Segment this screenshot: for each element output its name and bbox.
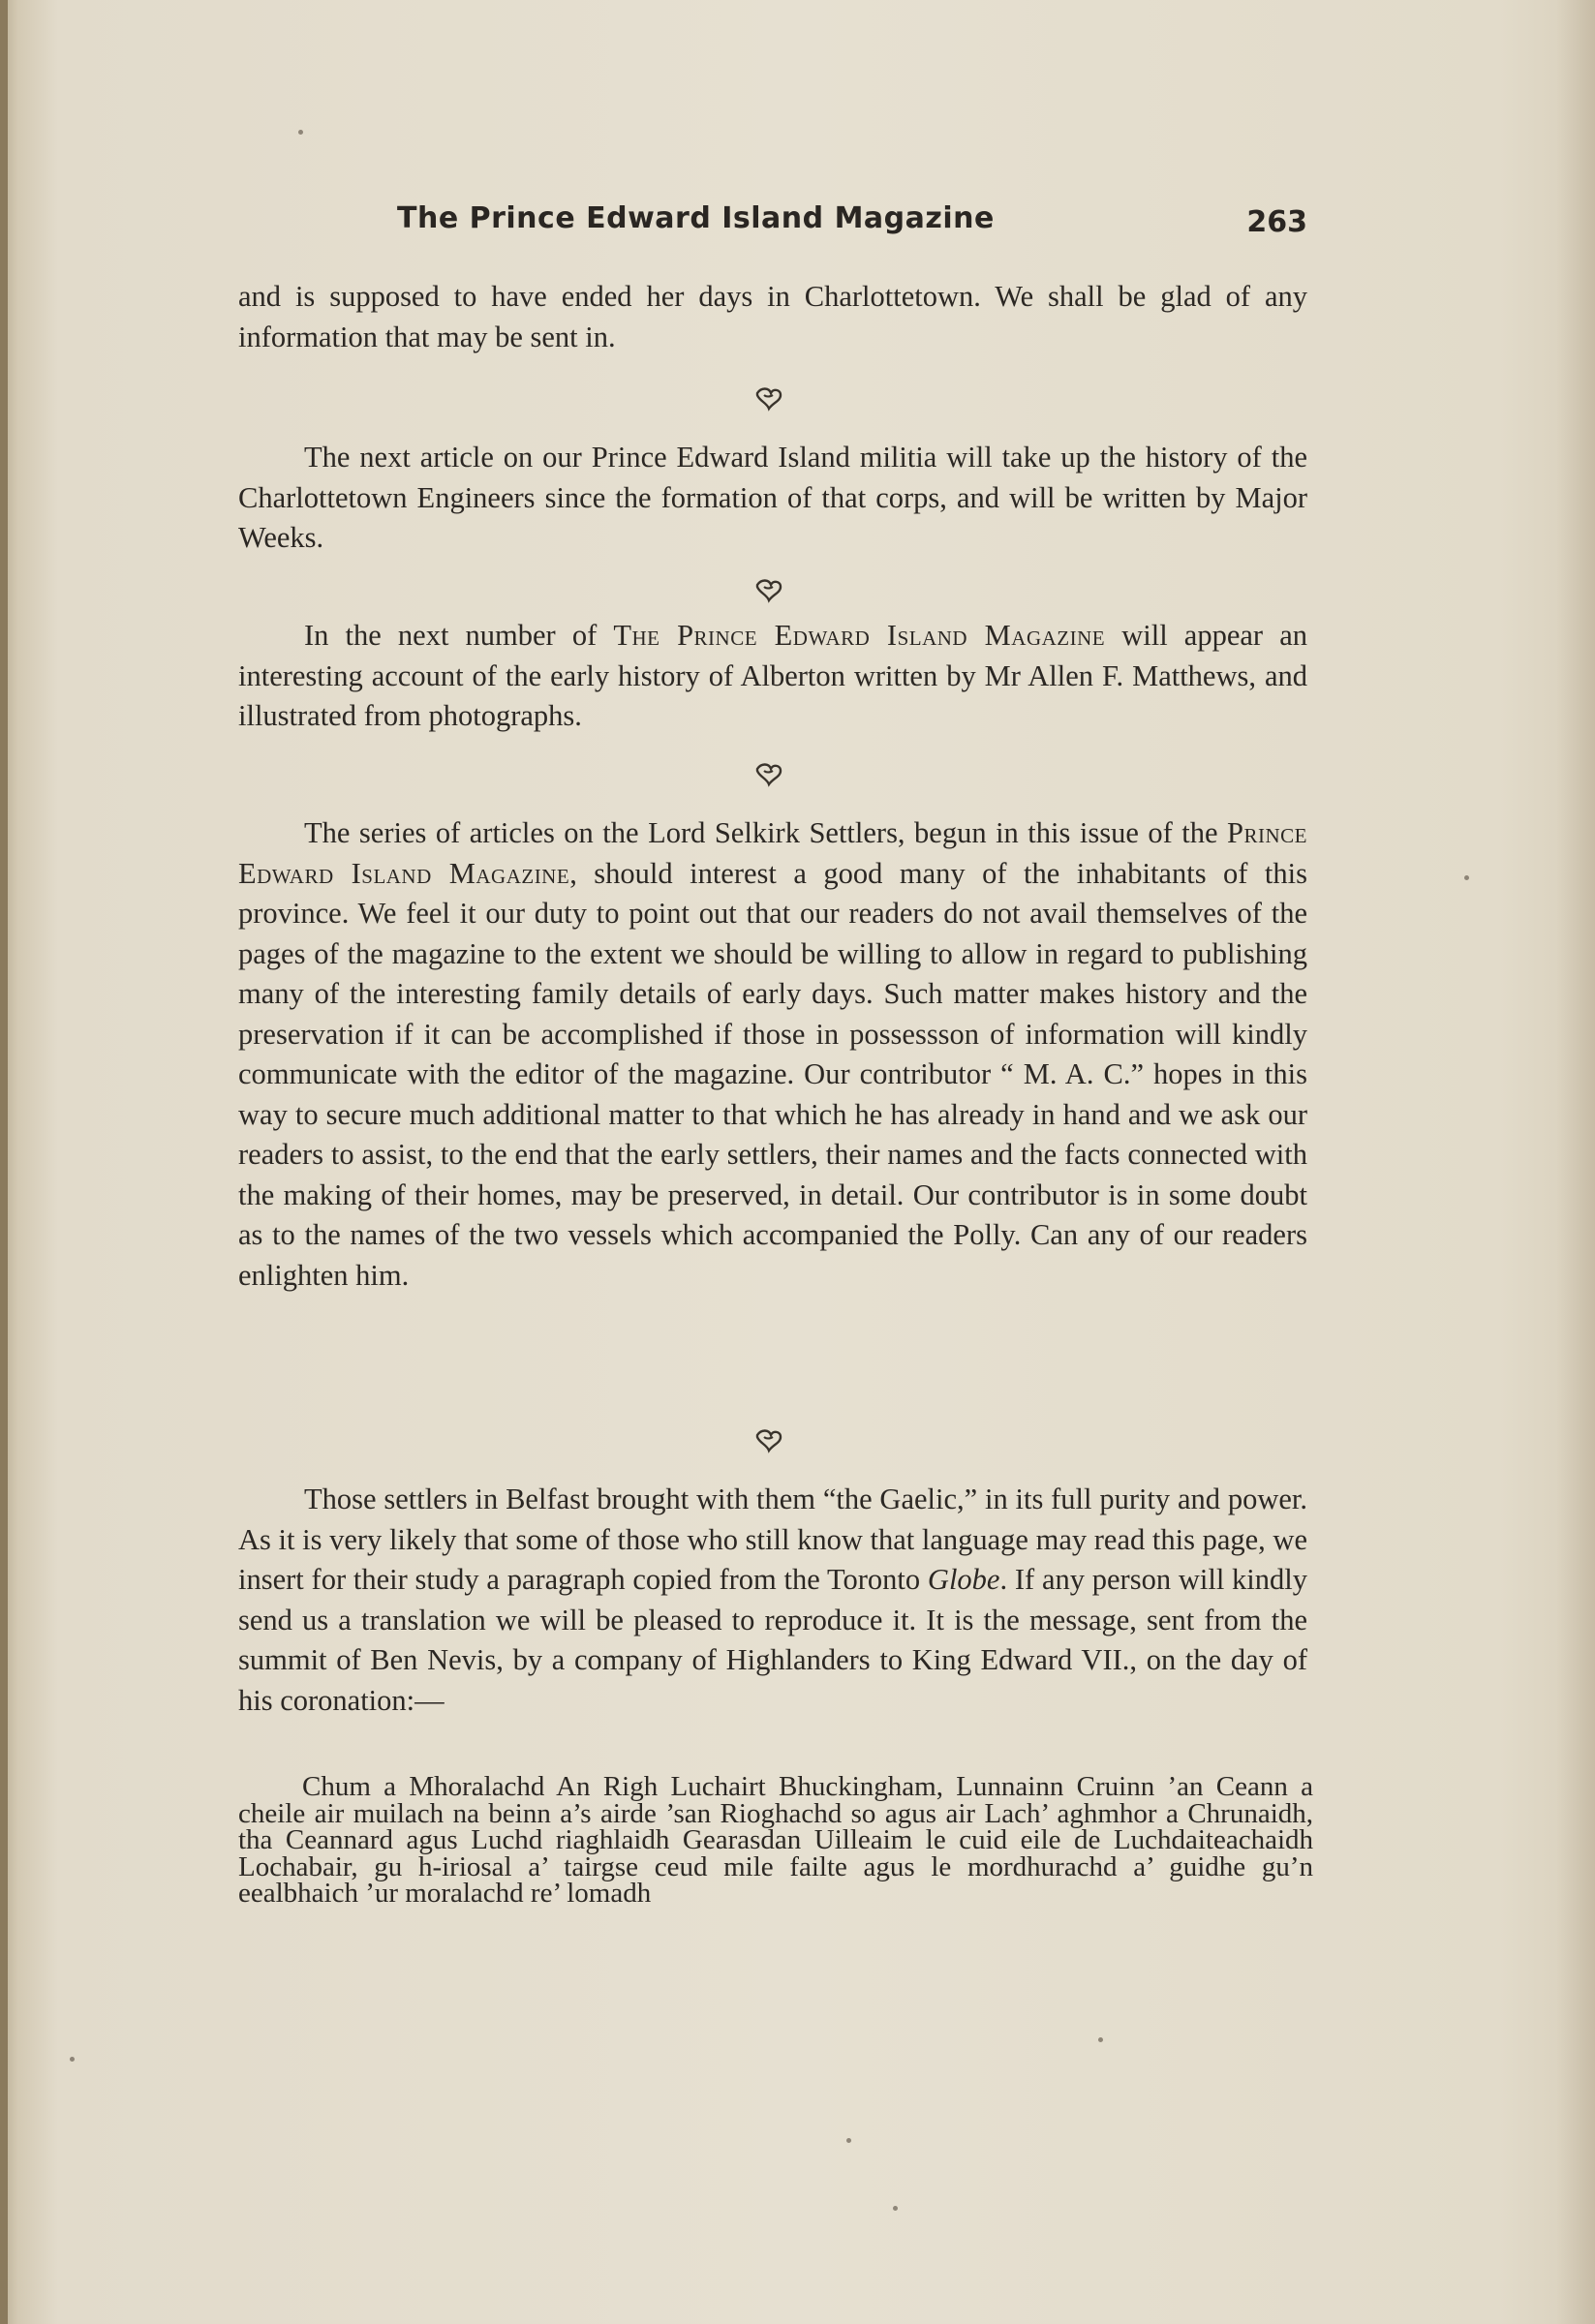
paragraph-text: , should interest a good many of the inhabitants of this province. We feel it our duty to point out that our readers do not avail themselves of the pages of the magazine to the extent we should be willing to allow in regard to publishing many of the interesting family details of early days. Such matter makes history and the preservation if it can be accomplished if those in possessson of information will kindly communicate with the editor of the magazine. Our contributor “ M. A. C.” hopes in this way to secure much additional matter to that which he has already in hand and we ask our readers to assist, to the end that the early settlers, their names and the facts connected with the making of their homes, may be preserved, in detail. Our contributor is in some doubt as to the names of the two vessels which accompanied the Polly. Can any of our readers enlighten him. [238,856,1307,1292]
paragraph-continuation [238,277,1307,357]
paper-speck [70,2057,75,2062]
paragraph-selkirk-settlers [238,813,1307,1296]
paragraph-text: In the next number of [304,619,614,652]
paper-speck [846,2138,851,2143]
paragraph-gaelic-intro [238,1480,1307,1721]
paragraph-text: will appear an interesting account of the early history of Alberton written by Mr Allen F. Matthews, and illustrated from photographs. [238,619,1307,732]
paper-speck [1098,2037,1103,2042]
paper-speck [298,130,303,135]
page-number: 263 [1246,205,1307,239]
binding-edge [0,0,8,2324]
quotation-text: Chum a Mhoralachd An Righ Luchairt Bhuckingham, Lunnainn Cruinn ’an Ceann a cheile air muilach na beinn a’s airde ’san Rioghachd so agus air Lach’ aghmhor a Chrunaidh, tha Ceannard agus Luchd riaghlaidh Gearasdan Uilleaim le cuid eile de Luchdaiteachaidh Lochabair, gu h-iriosal a’ tairgse ceud mile failte agus le mordhurachd a’ guidhe gu’n eealbhaich ’ur moralachd re’ lomadh [238,1771,1313,1909]
gaelic-quotation [238,1771,1313,1909]
page-header [397,201,1307,250]
magazine-title: Prince Edward Island Magazine [238,816,1307,890]
fleuron-icon [751,761,786,788]
paragraph-text: The series of articles on the Lord Selkirk Settlers, begun in this issue of the [304,816,1228,849]
paper-speck [1464,875,1469,880]
running-title: The Prince Edward Island Magazine [397,201,995,235]
paragraph-alberton [238,616,1307,737]
paper-speck [893,2206,898,2211]
fleuron-icon [751,1427,786,1454]
paragraph-text: Those settlers in Belfast brought with them “the Gaelic,” in its full purity and power. As it is very likely that some of those who still know that language may read this page, we insert for their study a paragraph copied from the Toronto [238,1483,1307,1596]
paragraph-text: and is supposed to have ended her days in Charlottetown. We shall be glad of any information that may be sent in. [238,280,1307,353]
newspaper-title: Globe [927,1563,1000,1596]
magazine-title: The Prince Edward Island Magazine [613,619,1106,652]
paragraph-text: The next article on our Prince Edward Island militia will take up the history of the Charlottetown Engineers since the formation of that corps, and will be written by Major Weeks. [238,441,1307,554]
paragraph-text: . If any person will kindly send us a translation we will be pleased to reproduce it. It is the message, sent from the summit of Ben Nevis, by a company of Highlanders to King Edward VII., on the day of his coronation:— [238,1563,1308,1717]
paragraph-militia [238,438,1307,559]
fleuron-icon [751,577,786,604]
fleuron-icon [751,385,786,413]
